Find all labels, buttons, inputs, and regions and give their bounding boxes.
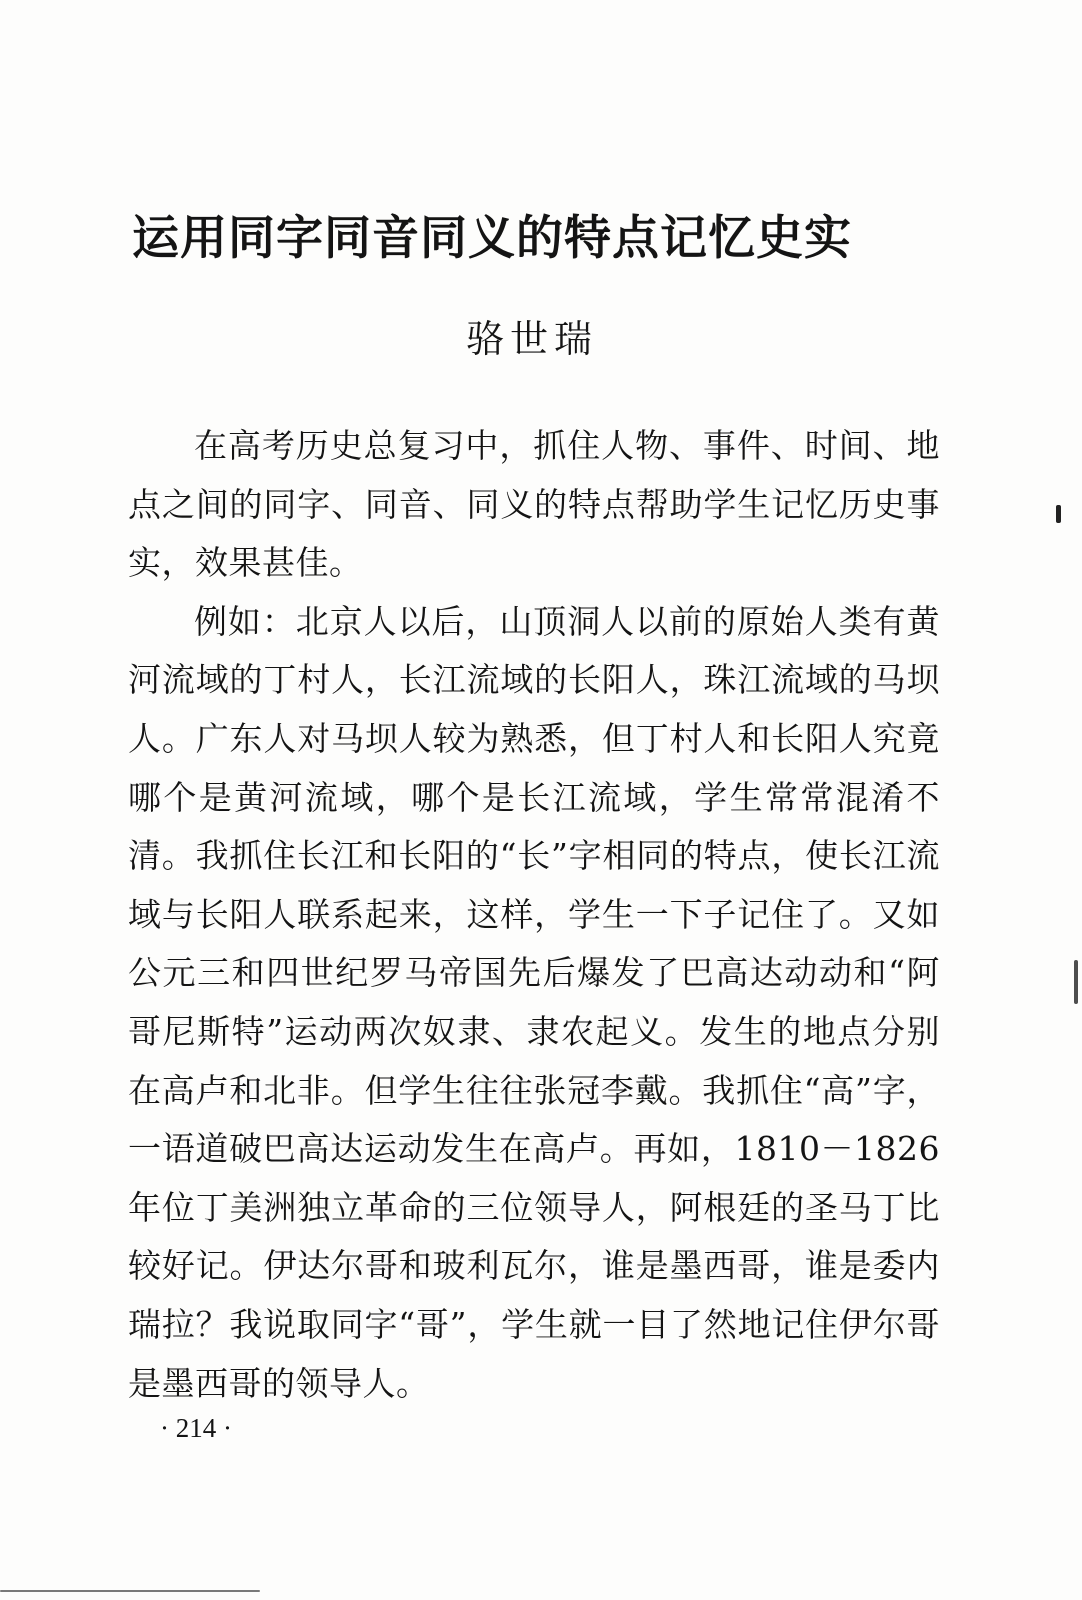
article-body [128, 417, 940, 1413]
page-number: · 214 · [160, 1413, 232, 1443]
article-author: 骆世瑞 [466, 317, 599, 361]
scan-speck [1056, 505, 1061, 523]
paragraph-examples: 例如：北京人以后，山顶洞人以前的原始人类有黄河流域的丁村人，长江流域的长阳人，珠江流域的马坝人。广东人对马坝人较为熟悉，但丁村人和长阳人究竟哪个是黄河流域，哪个是长江流域，学生常常混淆不清。我抓住长江和长阳的“长”字相同的特点，使长江流域与长阳人联系起来，这样，学生一下子记住了。又如公元三和四世纪罗马帝国先后爆发了巴高达动动和“阿哥尼斯特”运动两次奴隶、隶农起义。发生的地点分别在高卢和北非。但学生往往张冠李戴。我抓住“高”字，一语道破巴高达运动发生在高卢。再如，1810－1826年位丁美洲独立革命的三位领导人，阿根廷的圣马丁比较好记。伊达尔哥和玻利瓦尔，谁是墨西哥，谁是委内瑞拉？我说取同字“哥”，学生就一目了然地记住伊尔哥是墨西哥的领导人。 [128, 601, 940, 1403]
article-title: 运用同字同音同义的特点记忆史实 [132, 211, 852, 266]
scan-edge-line [0, 1590, 260, 1592]
scan-speck [1074, 960, 1078, 1004]
paragraph-intro: 在高考历史总复习中，抓住人物、事件、时间、地点之间的同字、同音、同义的特点帮助学生记忆历史事实，效果甚佳。 [128, 426, 940, 583]
